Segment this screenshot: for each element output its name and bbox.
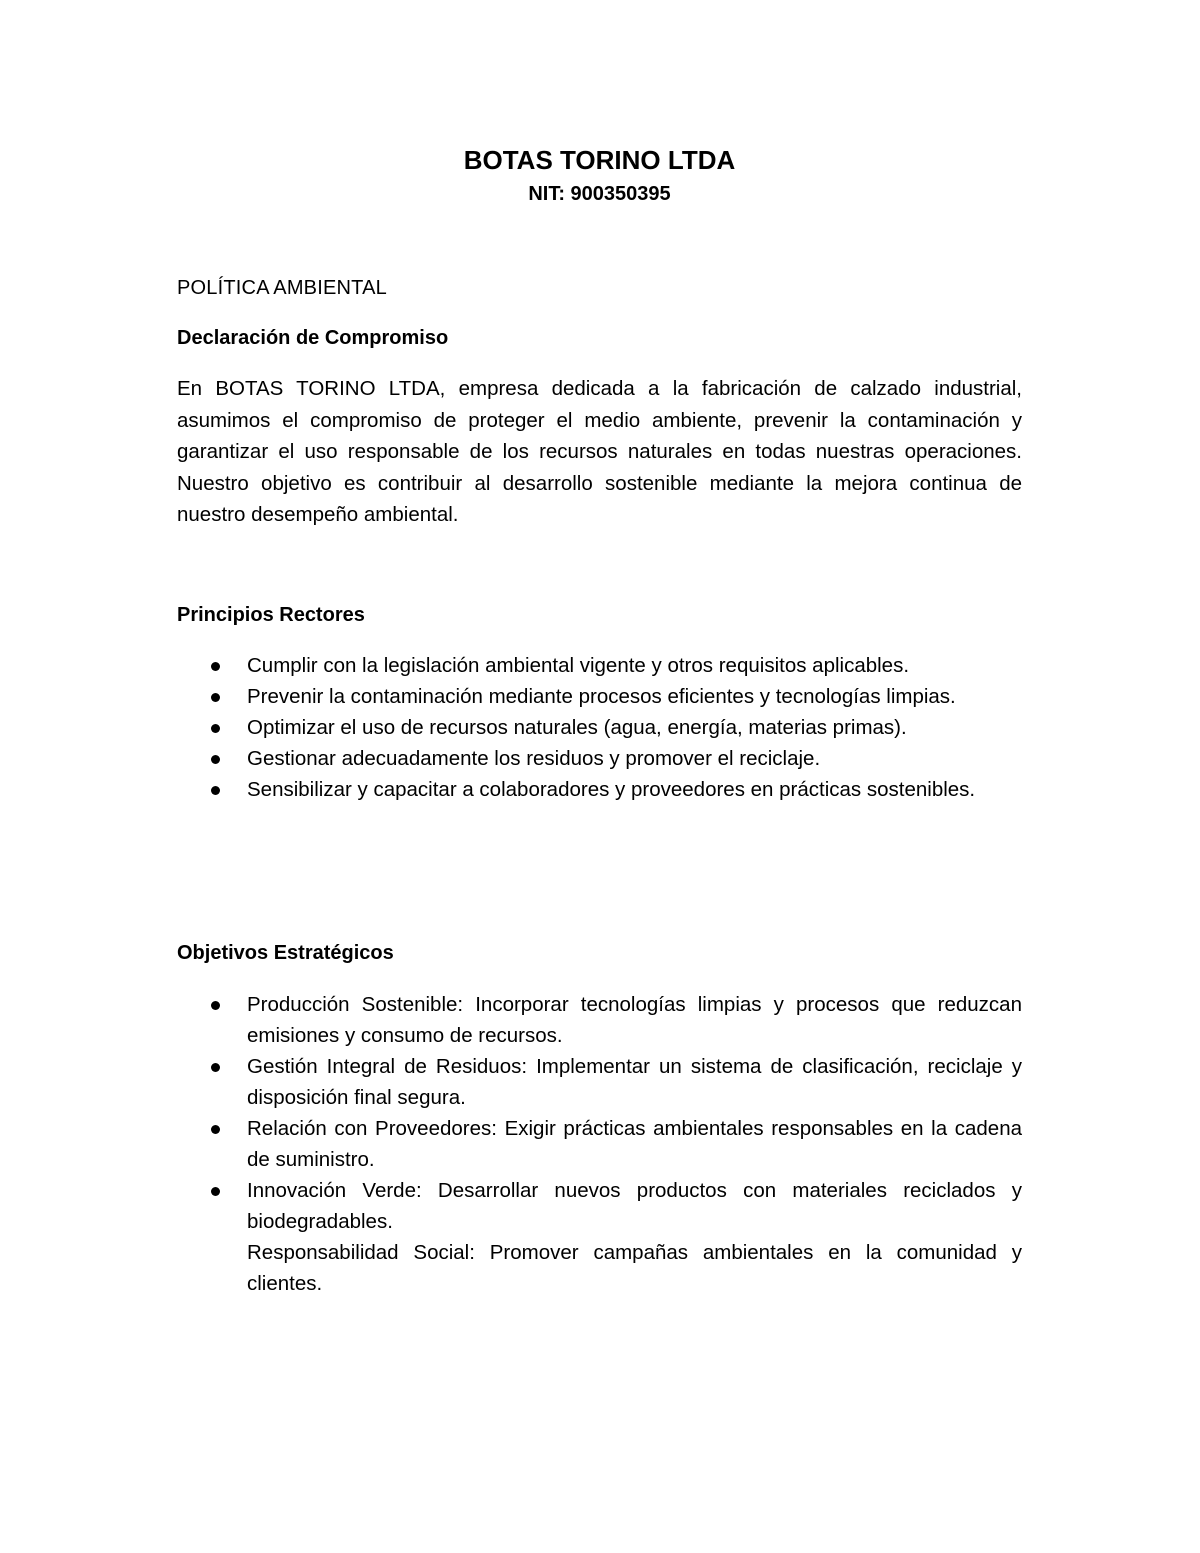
- bullet-icon: [211, 1187, 220, 1196]
- list-item-text: Optimizar el uso de recursos naturales (agua, energía, materias primas).: [247, 716, 907, 739]
- bullet-icon: [211, 662, 220, 671]
- principles-heading: Principios Rectores: [177, 604, 365, 626]
- list-item-text: Producción Sostenible: Incorporar tecnologías limpias y procesos que reduzcan emisiones y consumo de recursos.: [247, 993, 1022, 1047]
- bullet-icon: [211, 786, 220, 795]
- bullet-icon: [211, 755, 220, 764]
- list-item: [177, 712, 1022, 743]
- list-item-text: Innovación Verde: Desarrollar nuevos productos con materiales reciclados y biodegradables.: [247, 1179, 1022, 1233]
- bullet-icon: [211, 693, 220, 702]
- list-item: [177, 1051, 1022, 1113]
- list-item: [177, 1175, 1022, 1237]
- list-item-text: Sensibilizar y capacitar a colaboradores y proveedores en prácticas sostenibles.: [247, 778, 976, 801]
- commitment-heading: Declaración de Compromiso: [177, 327, 449, 349]
- bullet-icon: [211, 1001, 220, 1010]
- objectives-list: [177, 989, 1022, 1299]
- company-nit: NIT: 900350395: [528, 183, 671, 205]
- list-item-text: Prevenir la contaminación mediante procesos eficientes y tecnologías limpias.: [247, 685, 956, 708]
- list-item: [177, 1237, 1022, 1299]
- list-item: [177, 681, 1022, 712]
- company-name: BOTAS TORINO LTDA: [463, 145, 736, 175]
- list-item-text: Cumplir con la legislación ambiental vigente y otros requisitos aplicables.: [247, 654, 910, 677]
- list-item-text: Relación con Proveedores: Exigir prácticas ambientales responsables en la cadena de suministro.: [247, 1117, 1022, 1171]
- bullet-icon: [211, 724, 220, 733]
- list-item-text: Responsabilidad Social: Promover campañas ambientales en la comunidad y clientes.: [247, 1241, 1022, 1295]
- list-item: [177, 1113, 1022, 1175]
- list-item: [177, 743, 1022, 774]
- bullet-icon: [211, 1063, 220, 1072]
- list-item-text: Gestionar adecuadamente los residuos y promover el reciclaje.: [247, 747, 821, 770]
- list-item: [177, 650, 1022, 681]
- principles-list: [177, 650, 1022, 805]
- commitment-paragraph: En BOTAS TORINO LTDA, empresa dedicada a la fabricación de calzado industrial, asumimos el compromiso de proteger el medio ambiente, prevenir la contaminación y garantizar el uso responsable de los recursos naturales en todas nuestras operaciones. Nuestro objetivo es contribuir al desarrollo sostenible mediante la mejora continua de nuestro desempeño ambiental.: [177, 377, 1022, 526]
- list-item: [177, 989, 1022, 1051]
- bullet-icon: [211, 1125, 220, 1134]
- policy-title: POLÍTICA AMBIENTAL: [177, 277, 387, 299]
- list-item-text: Gestión Integral de Residuos: Implementar un sistema de clasificación, reciclaje y disposición final segura.: [247, 1055, 1022, 1109]
- objectives-heading: Objetivos Estratégicos: [177, 942, 394, 964]
- list-item: [177, 774, 1022, 805]
